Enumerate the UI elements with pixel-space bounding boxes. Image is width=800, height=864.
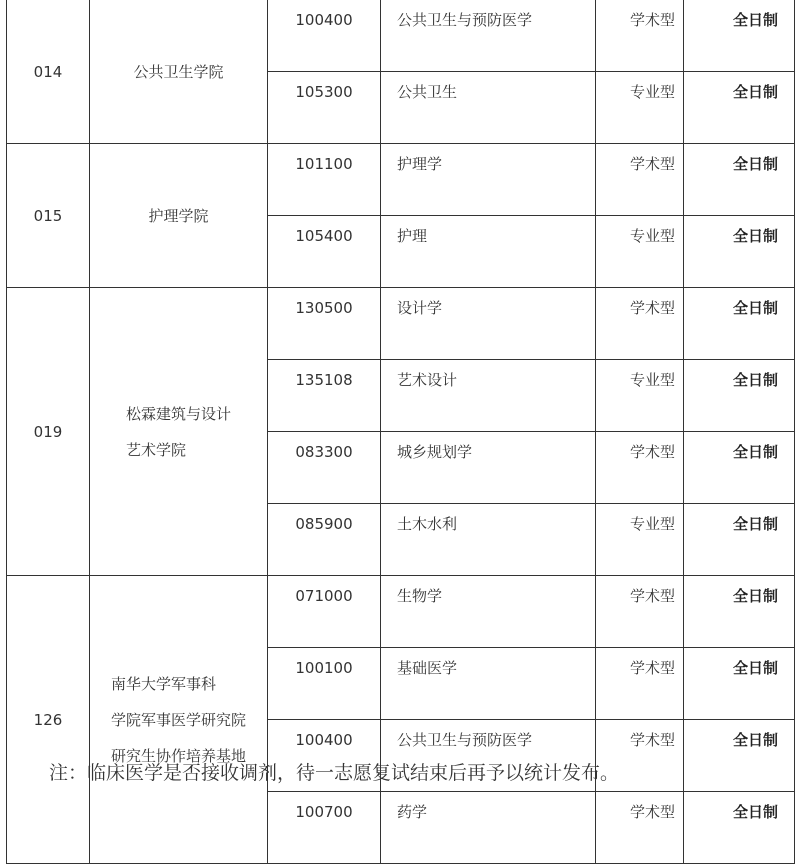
major-name: 艺术设计 [381,360,596,432]
college-code: 019 [7,288,90,576]
college-name-line: 学院军事医学研究院 [110,710,246,729]
college-name-line: 研究生协作培养基地 [110,746,246,765]
table-row [7,144,795,216]
study-mode: 全日制 [684,720,795,792]
college-name [90,0,268,144]
college-code: 015 [7,144,90,288]
degree-type: 学术型 [596,432,684,504]
table-row [7,0,795,72]
college-name-line: 南华大学军事科 [110,674,216,693]
study-mode: 全日制 [684,504,795,576]
major-name: 基础医学 [381,648,596,720]
college-name-line: 护理学院 [148,206,209,225]
study-mode: 全日制 [684,288,795,360]
college-name [90,288,268,576]
college-code: 014 [7,0,90,144]
major-code: 083300 [268,432,381,504]
major-name: 护理 [381,216,596,288]
major-name: 药学 [381,792,596,864]
degree-type: 学术型 [596,648,684,720]
major-code: 105400 [268,216,381,288]
major-name: 设计学 [381,288,596,360]
major-code: 101100 [268,144,381,216]
degree-type: 学术型 [596,144,684,216]
major-code: 071000 [268,576,381,648]
major-name: 公共卫生与预防医学 [381,720,596,792]
degree-type: 学术型 [596,792,684,864]
study-mode: 全日制 [684,0,795,72]
major-name: 公共卫生与预防医学 [381,0,596,72]
major-code: 085900 [268,504,381,576]
major-name: 生物学 [381,576,596,648]
major-name: 城乡规划学 [381,432,596,504]
degree-type: 专业型 [596,216,684,288]
study-mode: 全日制 [684,72,795,144]
major-code: 135108 [268,360,381,432]
study-mode: 全日制 [684,216,795,288]
degree-type: 专业型 [596,72,684,144]
degree-type: 专业型 [596,360,684,432]
major-code: 100700 [268,792,381,864]
degree-type: 学术型 [596,576,684,648]
study-mode: 全日制 [684,360,795,432]
major-code: 100400 [268,720,381,792]
major-code: 130500 [268,288,381,360]
major-name: 公共卫生 [381,72,596,144]
degree-type: 学术型 [596,0,684,72]
degree-type: 学术型 [596,720,684,792]
degree-type: 学术型 [596,288,684,360]
college-name [90,576,268,864]
study-mode: 全日制 [684,432,795,504]
study-mode: 全日制 [684,792,795,864]
college-code: 126 [7,576,90,864]
footnote: 注：临床医学是否接收调剂，待一志愿复试结束后再予以统计发布。 [49,762,620,784]
study-mode: 全日制 [684,648,795,720]
major-code: 105300 [268,72,381,144]
college-name-line: 松霖建筑与设计 [125,404,231,423]
table-body [7,0,795,864]
college-name [90,144,268,288]
table-row [7,576,795,648]
degree-type: 专业型 [596,504,684,576]
major-code: 100400 [268,0,381,72]
table-row [7,288,795,360]
study-mode: 全日制 [684,144,795,216]
college-name-line: 公共卫生学院 [133,62,224,81]
major-code: 100100 [268,648,381,720]
major-name: 土木水利 [381,504,596,576]
study-mode: 全日制 [684,576,795,648]
admissions-table [6,0,795,864]
college-name-line: 艺术学院 [125,440,186,459]
major-name: 护理学 [381,144,596,216]
